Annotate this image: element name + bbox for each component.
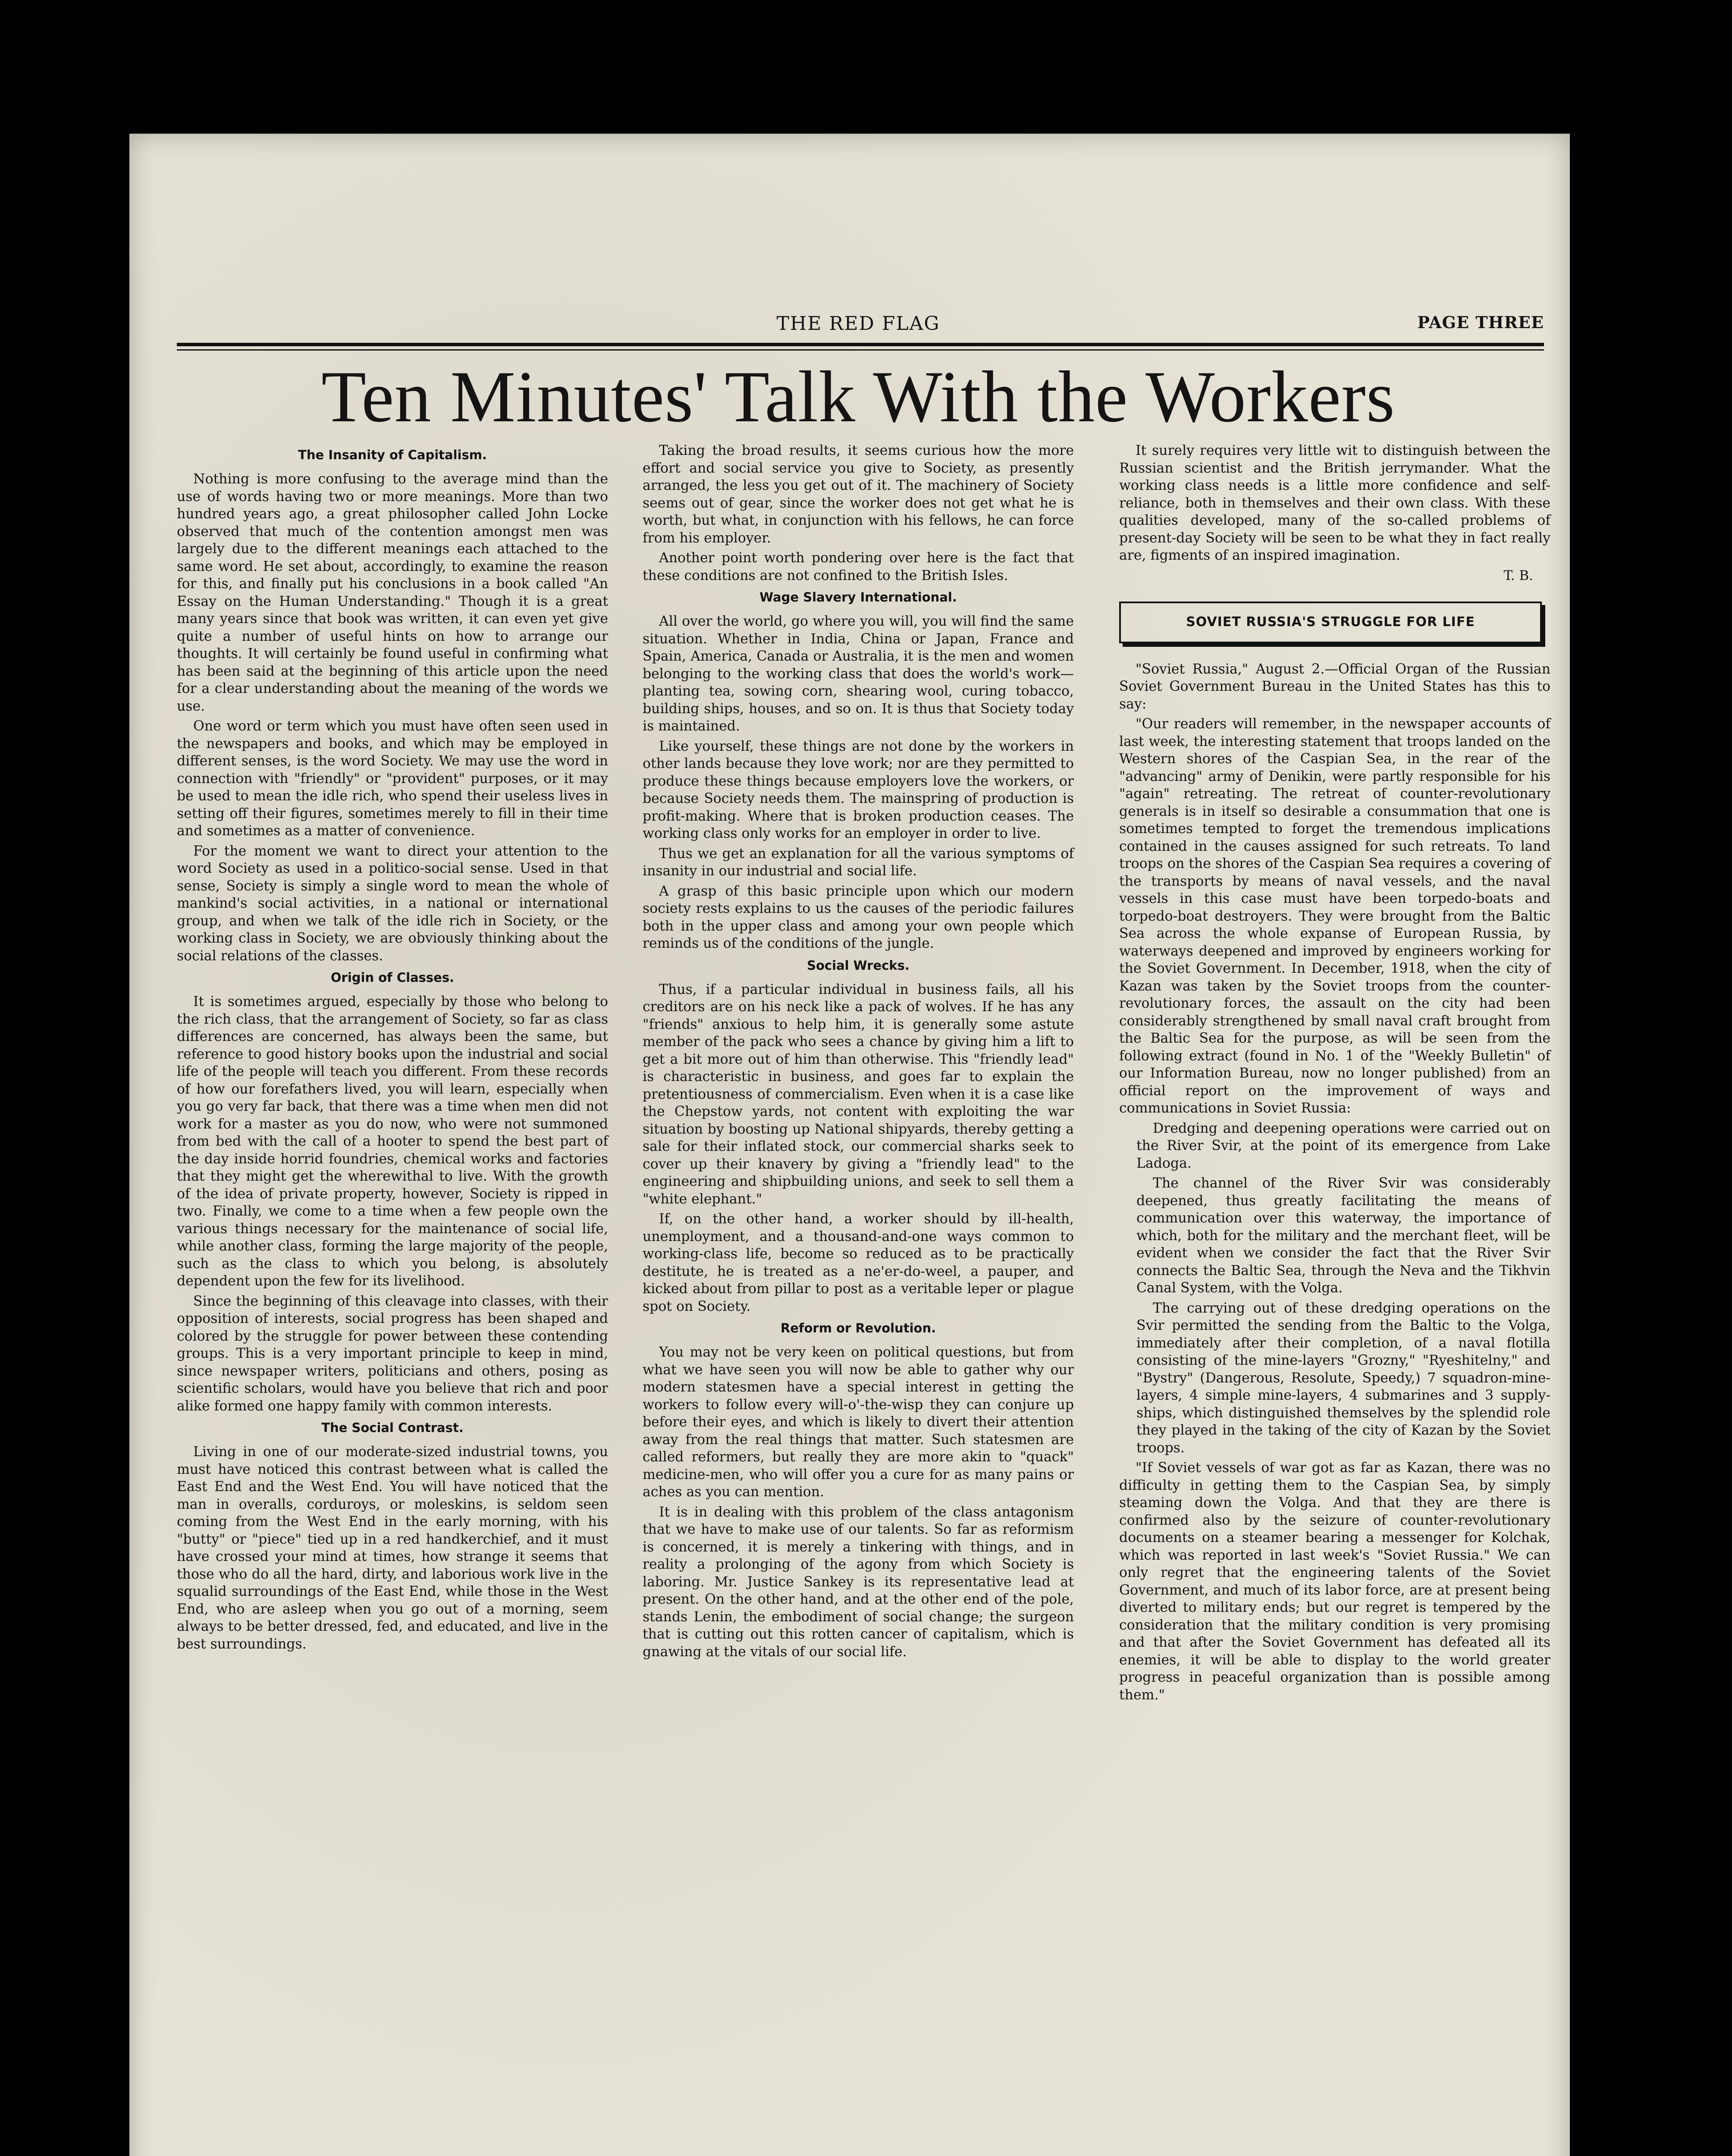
paragraph: Taking the broad results, it seems curious how the more effort and social service you give to Society, as presently arranged, the less you get out of it. The machinery of Society seems out of gear, since the worker does not get what he is worth, but what, in conjunction with his fellows, he can force from his employer. [643,443,1074,546]
section-heading: Origin of Classes. [330,970,455,985]
section-heading: The Insanity of Capitalism. [298,448,487,462]
paragraph: All over the world, go where you will, you will find the same situation. Whether in India, China or Japan, France and Spain, America, Canada or Australia, it is the men and women belonging to the working class that does the world's work—planting tea, sowing corn, shearing wool, curing tobacco, building ships, houses, and so on. It is thus that Society today is maintained. [643,614,1074,734]
header-rule-thin [177,349,1544,351]
column-3 [1119,442,1550,1706]
header-rule [177,343,1544,346]
paragraph: The channel of the River Svir was considerably deepened, thus greatly facilitating the means of communication over this waterway, the importance of which, both for the military and the merchant fleet, will be evident when we consider the fact that the River Svir connects the Baltic Sea, through the Neva and the Tikhvin Canal System, with the Volga. [1136,1175,1550,1296]
section-heading: Social Wrecks. [807,958,910,973]
section-heading: Reform or Revolution. [780,1321,936,1335]
paragraph: "Soviet Russia," August 2.—Official Organ of the Russian Soviet Government Bureau in the United States has this to say: [1119,661,1550,712]
author-signoff: T. B. [1503,567,1533,583]
newspaper-page [129,134,1570,2156]
sidebar-boxed-heading: SOVIET RUSSIA'S STRUGGLE FOR LIFE [1119,602,1542,643]
running-header [173,313,1544,338]
paragraph: Since the beginning of this cleavage into classes, with their opposition of interests, social progress has been shaped and colored by the struggle for power between these contending groups. This is a very important principle to keep in mind, since newspaper writers, politicians and others, posing as scientific scholars, would have you believe that rich and poor alike formed one happy family with common interests. [177,1293,608,1414]
paragraph: You may not be very keen on political questions, but from what we have seen you will now be able to gather why our modern statesmen have a special interest in getting the workers to follow every will-o'-the-wisp they can conjure up before their eyes, and which is likely to divert their attention away from the real things that matter. Such statesmen are called reformers, but really they are more akin to "quack" medicine-men, who will offer you a cure for as many pains or aches as you can mention. [643,1344,1074,1500]
paper-name: THE RED FLAG [776,313,940,335]
column-1 [177,442,608,1655]
paragraph: Dredging and deepening operations were carried out on the River Svir, at the point of its emergence from Lake Ladoga. [1136,1120,1550,1171]
paragraph: Like yourself, these things are not done by the workers in other lands because they love work; nor are they permitted to produce these things because employers love the workers, or because Society needs them. The mainspring of production is profit-making. Where that is broken production ceases. The working class only works for an employer in order to live. [643,738,1074,841]
quoted-extract [1119,1120,1550,1457]
paragraph: "If Soviet vessels of war got as far as Kazan, there was no difficulty in getting them to the Caspian Sea, by simply steaming down the Volga. And that they are there is confirmed also by the seizure of counter-revolutionary documents on a steamer bearing a messenger for Kolchak, which was reported in last week's "Soviet Russia." We can only regret that the engineering talents of the Soviet Government, and much of its labor force, are at present being diverted to military ends; but our regret is tempered by the consideration that the military condition is very promising and that after the Soviet Government has defeated all its enemies, it will be able to display to the world greater progress in peaceful organization than is possible among them." [1119,1460,1550,1703]
paragraph: Another point worth pondering over here is the fact that these conditions are not confined to the British Isles. [643,550,1074,583]
headline: Ten Minutes' Talk With the Workers [321,356,1395,437]
page-label: PAGE THREE [1417,313,1544,332]
paragraph: One word or term which you must have often seen used in the newspapers and books, and which may be employed in different senses, is the word Society. We may use the word in connection with "friendly" or "provident" purposes, or it may be used to mean the idle rich, who spend their useless lives in setting off their figures, sometimes merely to fill in their time and sometimes as a matter of convenience. [177,718,608,839]
paragraph: "Our readers will remember, in the newspaper accounts of last week, the interesting statement that troops landed on the Western shores of the Caspian Sea, in the rear of the "advancing" army of Denikin, were partly responsible for his "again" retreating. The retreat of counter-revolutionary generals is in itself so desirable a consummation that one is sometimes tempted to forget the tremendous implications contained in the causes assigned for such retreats. To land troops on the shores of the Caspian Sea requires a covering of the transports by means of naval vessels, and the naval vessels in this case must have been torpedo-boats and torpedo-boat destroyers. They were brought from the Baltic Sea across the whole expanse of European Russia, by waterways deepened and improved by engineers working for the Soviet Government. In December, 1918, when the city of Kazan was taken by the Soviet troops from the counter-revolutionary forces, the assault on the city had been considerably strengthened by small naval craft brought from the Baltic Sea for the purpose, as will be seen from the following extract (found in No. 1 of the "Weekly Bulletin" of our Information Bureau, now no longer published) from an official report on the improvement of ways and communications in Soviet Russia: [1119,716,1550,1116]
paragraph: It surely requires very little wit to distinguish between the Russian scientist and the British jerrymander. What the working class needs is a little more confidence and self-reliance, both in themselves and their own class. With these qualities developed, many of the so-called problems of present-day Society will be seen to be what they in fact really are, figments of an inspired imagination. [1119,443,1550,563]
paragraph: It is sometimes argued, especially by those who belong to the rich class, that the arrangement of Society, so far as class differences are concerned, has always been the same, but reference to good history books upon the industrial and social life of the people will teach you different. From these records of how our forefathers lived, you will learn, especially when you go very far back, that there was a time when men did not work for a master as you do now, who were not summoned from bed with the call of a hooter to spend the best part of the day inside horrid foundries, chemical works and factories that they might get the wherewithal to live. With the growth of the idea of private property, however, Society is ripped in two. Finally, we come to a time when a few people own the various things necessary for the maintenance of social life, while another class, forming the large majority of the people, such as the class to which you belong, is absolutely dependent upon the few for its livelihood. [177,994,608,1289]
section-heading: The Social Contrast. [321,1420,464,1435]
section-heading: Wage Slavery International. [759,590,957,605]
column-2 [643,442,1074,1663]
paragraph: For the moment we want to direct your attention to the word Society as used in a politico-social sense. Used in that sense, Society is simply a single word to mean the whole of mankind's social activities, in a national or international group, and when we talk of the idle rich in Society, or the working class in Society, we are obviously thinking about the social relations of the classes. [177,843,608,964]
paragraph: If, on the other hand, a worker should by ill-health, unemployment, and a thousand-and-one ways common to working-class life, become so reduced as to be practically destitute, he is treated as a ne'er-do-weel, a pauper, and kicked about from pillar to post as a veritable leper or plague spot on Society. [643,1211,1074,1314]
paragraph: Living in one of our moderate-sized industrial towns, you must have noticed this contrast between what is called the East End and the West End. You will have noticed that the man in overalls, corduroys, or moleskins, is seldom seen coming from the West End in the early morning, with his "butty" or "piece" tied up in a red handkerchief, and it must have crossed your mind at times, how strange it seems that those who do all the hard, dirty, and laborious work live in the squalid surroundings of the East End, while those in the West End, who are asleep when you go out of a morning, seem always to be better dressed, fed, and educated, and live in the best surroundings. [177,1444,608,1652]
paragraph: The carrying out of these dredging operations on the Svir permitted the sending from the Baltic to the Volga, immediately after their completion, of a naval flotilla consisting of the mine-layers "Grozny," "Ryeshitelny," and "Bystry" (Dangerous, Resolute, Speedy,) 7 squadron-mine-layers, 4 simple mine-layers, 4 submarines and 3 supply-ships, which distinguished themselves by the splendid role they played in the taking of the city of Kazan by the Soviet troops. [1136,1300,1550,1456]
paragraph: A grasp of this basic principle upon which our modern society rests explains to us the causes of the periodic failures both in the upper class and among your own people which reminds us of the conditions of the jungle. [643,883,1074,951]
paragraph: Thus we get an explanation for all the various symptoms of insanity in our industrial and social life. [643,846,1074,879]
paragraph: Nothing is more confusing to the average mind than the use of words having two or more meanings. More than two hundred years ago, a great philosopher called John Locke observed that much of the contention amongst men was largely due to the different meanings each attached to the same word. He set about, accordingly, to examine the reason for this, and finally put his conclusions in a book called "An Essay on the Human Understanding." Though it is a great many years since that book was written, it can even yet give quite a number of useful hints on how to arrange our thoughts. It will certainly be found useful in confirming what has been said at the beginning of this article upon the need for a clear understanding about the meaning of the words we use. [177,471,608,714]
paragraph: It is in dealing with this problem of the class antagonism that we have to make use of our talents. So far as reformism is concerned, it is merely a tinkering with things, and in reality a prolonging of the agony from which Society is laboring. Mr. Justice Sankey is its representative lead at present. On the other hand, and at the other end of the pole, stands Lenin, the embodiment of social change; the surgeon that is cutting out this rotten cancer of capitalism, which is gnawing at the vitals of our social life. [643,1504,1074,1660]
paragraph: Thus, if a particular individual in business fails, all his creditors are on his neck like a pack of wolves. If he has any "friends" anxious to help him, it is generally some astute member of the pack who sees a chance by giving him a lift to get a bit more out of him than otherwise. This "friendly lead" is characteristic in business, and goes far to explain the pretentiousness of commercialism. Even when it is a case like the Chepstow yards, not content with exploiting the war situation by boosting up National shipyards, thereby getting a sale for their inflated stock, our commercial sharks seek to cover up their knavery by giving a "friendly lead" to the engineering and shipbuilding unions, and seek to sell them a "white elephant." [643,981,1074,1207]
